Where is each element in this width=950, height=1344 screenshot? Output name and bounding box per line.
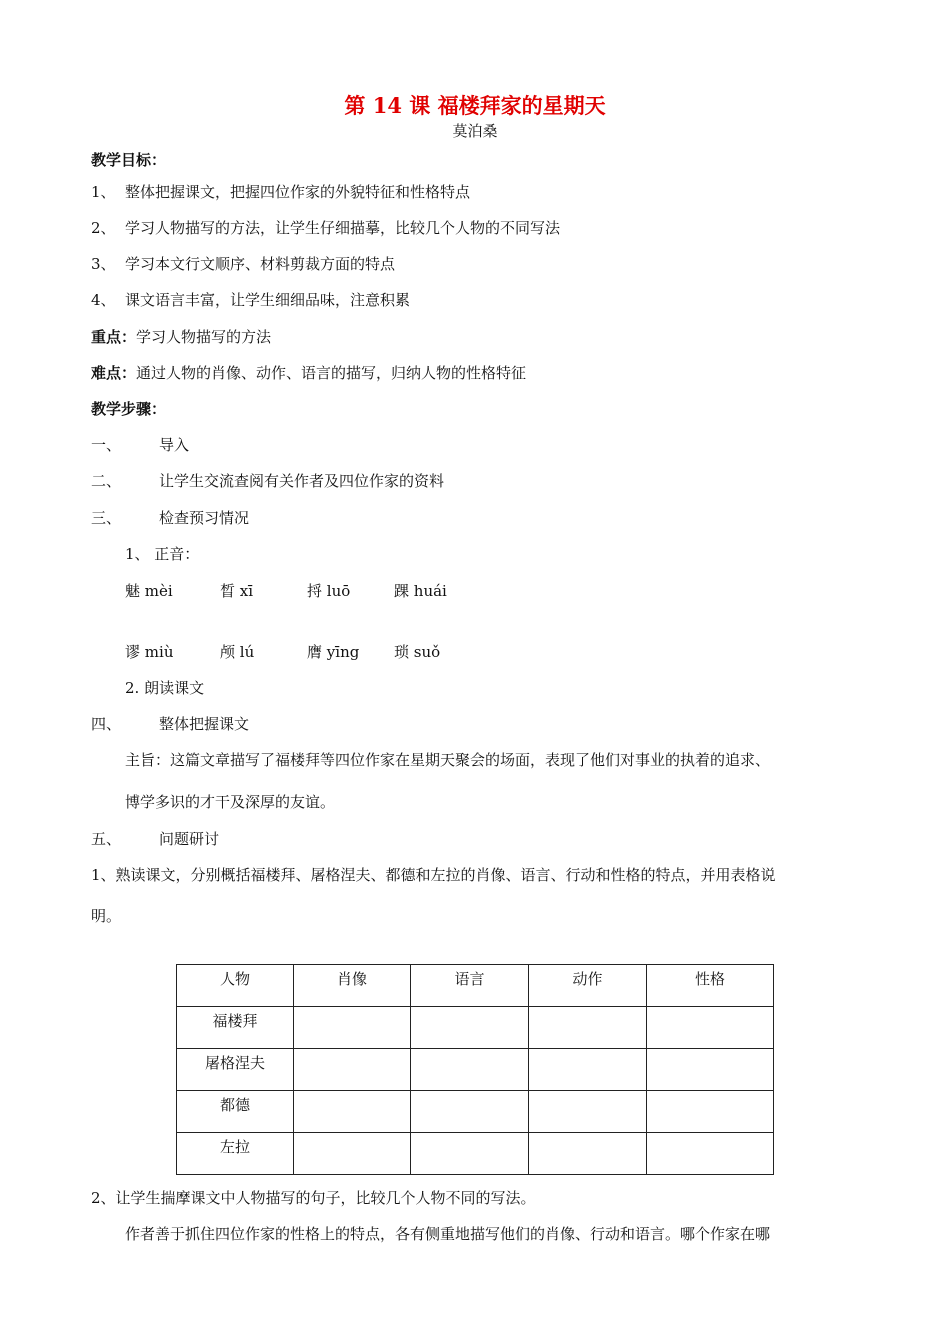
pronunciation-entry: [307, 642, 359, 662]
table-header-cell: 肖像: [294, 965, 411, 1007]
pronunciation-pinyin: suǒ: [413, 643, 441, 661]
pronunciation-entry: [394, 642, 440, 662]
pronunciation-heading: 1、 正音：: [125, 545, 200, 563]
table-cell[interactable]: [647, 1133, 774, 1175]
table-cell[interactable]: [647, 1007, 774, 1049]
step-item: [91, 435, 189, 455]
table-header-cell: 性格: [647, 965, 774, 1007]
table-row-label: 屠格涅夫: [177, 1049, 294, 1091]
table-cell[interactable]: [647, 1091, 774, 1133]
objective-text: 整体把握课文，把握四位作家的外貌特征和性格特点: [125, 183, 471, 201]
table-row: [177, 1133, 774, 1175]
page-title: 第 14 课 福楼拜家的星期天: [344, 93, 606, 118]
difficulty-text: 通过人物的肖像、动作、语言的描写，归纳人物的性格特征: [136, 364, 527, 382]
table-cell[interactable]: [294, 1007, 411, 1049]
objective-number: 3、: [91, 255, 116, 273]
objective-number: 1、: [91, 183, 116, 201]
table-header-cell: 语言: [411, 965, 529, 1007]
table-header-cell: 人物: [177, 965, 294, 1007]
table-cell[interactable]: [529, 1007, 647, 1049]
pronunciation-entry: [394, 581, 447, 601]
table-header-row: [177, 965, 774, 1007]
question-line: 1、熟读课文，分别概括福楼拜、屠格涅夫、都德和左拉的肖像、语言、行动和性格的特点，并用表格说: [91, 866, 776, 884]
step-text: 让学生交流查阅有关作者及四位作家的资料: [159, 472, 445, 490]
objectives-heading: 教学目标：: [91, 151, 167, 169]
step-number: 四、: [91, 715, 122, 733]
step-text: 问题研讨: [159, 830, 220, 848]
question-line: 2、让学生揣摩课文中人物描写的句子，比较几个人物不同的写法。: [91, 1189, 536, 1207]
step-number: 五、: [91, 830, 122, 848]
table-cell[interactable]: [647, 1049, 774, 1091]
pronunciation-pinyin: lú: [239, 643, 255, 661]
pronunciation-char: 晳: [220, 582, 236, 600]
key-point: [91, 327, 271, 347]
table-header-cell: 动作: [529, 965, 647, 1007]
theme-line: 博学多识的才干及深厚的友谊。: [125, 793, 336, 811]
steps-heading: 教学步骤：: [91, 400, 167, 418]
difficulty: [91, 363, 526, 383]
pronunciation-entry: [220, 581, 253, 601]
table-row: [177, 1007, 774, 1049]
step-number: 一、: [91, 436, 122, 454]
pronunciation-pinyin: mèi: [144, 582, 173, 600]
table-row: [177, 1091, 774, 1133]
pronunciation-entry: [125, 642, 173, 662]
table-cell[interactable]: [529, 1049, 647, 1091]
table-row-label: 都德: [177, 1091, 294, 1133]
character-table: [176, 964, 774, 1175]
step-text: 整体把握课文: [159, 715, 250, 733]
table-cell[interactable]: [529, 1091, 647, 1133]
pronunciation-char: 踝: [394, 582, 410, 600]
question-line: 明。: [91, 907, 122, 925]
table-cell[interactable]: [294, 1049, 411, 1091]
author-name: 莫泊桑: [452, 122, 498, 140]
step-item: [91, 508, 249, 528]
pronunciation-entry: [125, 581, 173, 601]
pronunciation-char: 膺: [307, 643, 323, 661]
step-item: [91, 829, 219, 849]
table-row-label: 左拉: [177, 1133, 294, 1175]
objective-text: 学习人物描写的方法，让学生仔细描摹，比较几个人物的不同写法: [125, 219, 561, 237]
table-cell[interactable]: [411, 1049, 529, 1091]
table-row: [177, 1049, 774, 1091]
pronunciation-pinyin: miù: [144, 643, 174, 661]
objective-item: [91, 182, 470, 202]
objective-number: 2、: [91, 219, 116, 237]
step-item: [91, 471, 444, 491]
pronunciation-pinyin: luō: [326, 582, 351, 600]
pronunciation-entry: [220, 642, 254, 662]
table-cell[interactable]: [294, 1091, 411, 1133]
step-item: [91, 714, 249, 734]
step-text: 检查预习情况: [159, 509, 250, 527]
objective-item: [91, 290, 410, 310]
pronunciation-char: 谬: [125, 643, 141, 661]
objective-item: [91, 218, 560, 238]
table-cell[interactable]: [411, 1007, 529, 1049]
key-point-label: 重点：: [91, 328, 137, 346]
step-text: 导入: [159, 436, 190, 454]
table-cell[interactable]: [411, 1133, 529, 1175]
step-number: 二、: [91, 472, 122, 490]
pronunciation-char: 捋: [307, 582, 323, 600]
objective-item: [91, 254, 395, 274]
pronunciation-entry: [307, 581, 350, 601]
pronunciation-char: 琐: [394, 643, 410, 661]
reading-step: 2. 朗读课文: [125, 679, 205, 697]
key-point-text: 学习人物描写的方法: [136, 328, 272, 346]
table-cell[interactable]: [411, 1091, 529, 1133]
closing-line: 作者善于抓住四位作家的性格上的特点，各有侧重地描写他们的肖像、行动和语言。哪个作家在哪: [125, 1225, 771, 1243]
pronunciation-char: 魅: [125, 582, 141, 600]
objective-text: 课文语言丰富，让学生细细品味，注意积累: [125, 291, 411, 309]
step-number: 三、: [91, 509, 122, 527]
table-cell[interactable]: [294, 1133, 411, 1175]
table-row-label: 福楼拜: [177, 1007, 294, 1049]
theme-line: 主旨：这篇文章描写了福楼拜等四位作家在星期天聚会的场面，表现了他们对事业的执着的追求、: [125, 751, 771, 769]
objective-text: 学习本文行文顺序、材料剪裁方面的特点: [125, 255, 396, 273]
pronunciation-pinyin: xī: [239, 582, 254, 600]
difficulty-label: 难点：: [91, 364, 137, 382]
pronunciation-pinyin: yīng: [326, 643, 360, 661]
objective-number: 4、: [91, 291, 116, 309]
pronunciation-pinyin: huái: [413, 582, 447, 600]
table-cell[interactable]: [529, 1133, 647, 1175]
pronunciation-char: 颅: [220, 643, 236, 661]
